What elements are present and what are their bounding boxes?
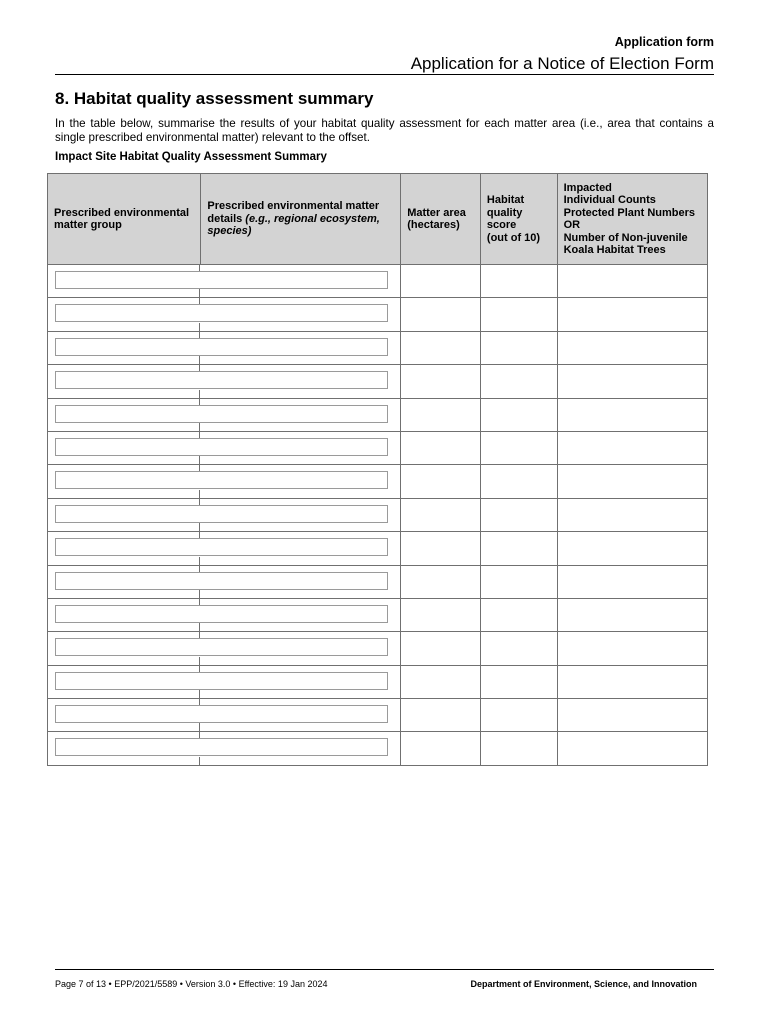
- matter-area-cell[interactable]: [401, 331, 481, 364]
- table-row: [48, 465, 708, 498]
- header-matter-group: [48, 174, 201, 265]
- matter-input-field[interactable]: [55, 405, 388, 423]
- matter-input-field[interactable]: [55, 338, 388, 356]
- habitat-score-cell[interactable]: [480, 632, 557, 665]
- table-row: [48, 498, 708, 531]
- section-title: 8. Habitat quality assessment summary: [55, 89, 374, 108]
- matter-input-field[interactable]: [55, 638, 388, 656]
- matter-cell: [48, 431, 401, 464]
- footer-rule: [55, 969, 714, 970]
- column-divider-tick: [199, 356, 200, 364]
- header-matter-group-text: Prescribed environmental matter group: [54, 206, 190, 231]
- section-intro: In the table below, summarise the results of your habitat quality assessment for each matter area (i.e., area that contains a single prescribed environmental matter) relevant to the offset.: [55, 117, 714, 144]
- matter-input-field[interactable]: [55, 605, 388, 623]
- header-impacted-line2: Individual Counts: [563, 194, 656, 206]
- impacted-count-cell[interactable]: [557, 498, 707, 531]
- impacted-count-cell[interactable]: [557, 532, 707, 565]
- matter-input-field[interactable]: [55, 304, 388, 322]
- matter-area-cell[interactable]: [401, 365, 481, 398]
- impacted-count-cell[interactable]: [557, 699, 707, 732]
- impacted-count-cell[interactable]: [557, 398, 707, 431]
- column-divider-tick: [199, 423, 200, 431]
- matter-cell: [48, 398, 401, 431]
- matter-area-cell[interactable]: [401, 398, 481, 431]
- impacted-count-cell[interactable]: [557, 298, 707, 331]
- table-row: [48, 298, 708, 331]
- header-impacted-line5: Number of Non-juvenile Koala Habitat Trees: [563, 231, 688, 256]
- header-score-line2: quality: [486, 206, 523, 219]
- table-row: [48, 565, 708, 598]
- column-divider-tick: [199, 289, 200, 297]
- impacted-count-cell[interactable]: [557, 431, 707, 464]
- header-matter-area: [401, 174, 481, 265]
- header-impacted-line1: Impacted: [563, 181, 612, 194]
- column-divider-tick: [199, 523, 200, 531]
- habitat-score-cell[interactable]: [480, 465, 557, 498]
- habitat-score-cell[interactable]: [480, 265, 557, 298]
- habitat-score-cell[interactable]: [480, 431, 557, 464]
- form-title: Application for a Notice of Election Form: [410, 54, 714, 73]
- matter-cell: [48, 331, 401, 364]
- matter-area-cell[interactable]: [401, 699, 481, 732]
- matter-cell: [48, 265, 401, 298]
- matter-area-cell[interactable]: [401, 732, 481, 765]
- column-divider-tick: [199, 623, 200, 631]
- matter-area-cell[interactable]: [401, 532, 481, 565]
- header-rule: [55, 74, 714, 75]
- matter-cell: [48, 532, 401, 565]
- matter-cell: [48, 465, 401, 498]
- table-caption: Impact Site Habitat Quality Assessment Summary: [55, 151, 327, 163]
- matter-area-cell[interactable]: [401, 565, 481, 598]
- matter-area-cell[interactable]: [401, 665, 481, 698]
- matter-input-field[interactable]: [55, 738, 388, 756]
- matter-cell: [48, 598, 401, 631]
- habitat-score-cell[interactable]: [480, 498, 557, 531]
- matter-area-cell[interactable]: [401, 632, 481, 665]
- table-row: [48, 632, 708, 665]
- matter-input-field[interactable]: [55, 371, 388, 389]
- table-row: [48, 665, 708, 698]
- matter-input-field[interactable]: [55, 705, 388, 723]
- matter-input-field[interactable]: [55, 505, 388, 523]
- table-row: [48, 598, 708, 631]
- footer-department: Department of Environment, Science, and Innovation: [470, 979, 697, 989]
- impacted-count-cell[interactable]: [557, 365, 707, 398]
- habitat-score-cell[interactable]: [480, 665, 557, 698]
- habitat-score-cell[interactable]: [480, 398, 557, 431]
- header-impacted-line3: Protected Plant Numbers: [563, 206, 696, 219]
- matter-cell: [48, 665, 401, 698]
- table-row: [48, 265, 708, 298]
- impacted-count-cell[interactable]: [557, 665, 707, 698]
- impacted-count-cell[interactable]: [557, 632, 707, 665]
- habitat-score-cell[interactable]: [480, 565, 557, 598]
- impacted-count-cell[interactable]: [557, 265, 707, 298]
- column-divider-tick: [199, 323, 200, 331]
- habitat-score-cell[interactable]: [480, 532, 557, 565]
- table-row: [48, 398, 708, 431]
- matter-cell: [48, 498, 401, 531]
- column-divider-tick: [199, 490, 200, 498]
- header-area-line1: Matter area: [407, 206, 466, 219]
- matter-area-cell[interactable]: [401, 431, 481, 464]
- header-impacted-line4: OR: [563, 219, 581, 231]
- header-details-italic: (e.g., regional ecosystem, species): [207, 212, 380, 238]
- matter-input-field[interactable]: [55, 471, 388, 489]
- column-divider-tick: [199, 723, 200, 731]
- header-label: Application form: [614, 35, 714, 49]
- matter-input-field[interactable]: [55, 538, 388, 556]
- table-row: [48, 431, 708, 464]
- header-matter-details: [201, 174, 401, 265]
- matter-cell: [48, 699, 401, 732]
- column-divider-tick: [199, 757, 200, 765]
- table-row: [48, 365, 708, 398]
- habitat-score-cell[interactable]: [480, 331, 557, 364]
- impacted-count-cell[interactable]: [557, 732, 707, 765]
- impacted-count-cell[interactable]: [557, 465, 707, 498]
- matter-cell: [48, 365, 401, 398]
- habitat-score-cell[interactable]: [480, 598, 557, 631]
- habitat-score-cell[interactable]: [480, 365, 557, 398]
- header-details-text: Prescribed environmental matter details: [207, 200, 380, 225]
- table-header-row: [48, 174, 708, 265]
- matter-cell: [48, 632, 401, 665]
- habitat-score-cell[interactable]: [480, 732, 557, 765]
- table-row: [48, 699, 708, 732]
- matter-input-field[interactable]: [55, 572, 388, 590]
- header-score-line1: Habitat: [486, 194, 525, 206]
- column-divider-tick: [199, 690, 200, 698]
- matter-input-field[interactable]: [55, 271, 388, 289]
- header-score-line3: score: [486, 219, 517, 231]
- column-divider-tick: [199, 590, 200, 598]
- header-score-line4: (out of 10): [486, 231, 541, 244]
- table-row: [48, 532, 708, 565]
- matter-input-field[interactable]: [55, 438, 388, 456]
- table-row: [48, 331, 708, 364]
- header-impacted: [557, 174, 707, 265]
- habitat-summary-table: [47, 173, 708, 766]
- matter-area-cell[interactable]: [401, 265, 481, 298]
- column-divider-tick: [199, 657, 200, 665]
- habitat-score-cell[interactable]: [480, 699, 557, 732]
- matter-input-field[interactable]: [55, 672, 388, 690]
- column-divider-tick: [199, 557, 200, 565]
- impacted-count-cell[interactable]: [557, 331, 707, 364]
- matter-cell: [48, 298, 401, 331]
- matter-area-cell[interactable]: [401, 598, 481, 631]
- habitat-score-cell[interactable]: [480, 298, 557, 331]
- matter-area-cell[interactable]: [401, 298, 481, 331]
- matter-area-cell[interactable]: [401, 498, 481, 531]
- matter-cell: [48, 565, 401, 598]
- column-divider-tick: [199, 390, 200, 398]
- matter-area-cell[interactable]: [401, 465, 481, 498]
- header-area-line2: (hectares): [407, 219, 460, 231]
- matter-cell: [48, 732, 401, 765]
- impacted-count-cell[interactable]: [557, 565, 707, 598]
- column-divider-tick: [199, 456, 200, 464]
- table-row: [48, 732, 708, 765]
- footer-page-info: Page 7 of 13 • EPP/2021/5589 • Version 3.0 • Effective: 19 Jan 2024: [55, 979, 328, 989]
- impacted-count-cell[interactable]: [557, 598, 707, 631]
- header-habitat-score: [480, 174, 557, 265]
